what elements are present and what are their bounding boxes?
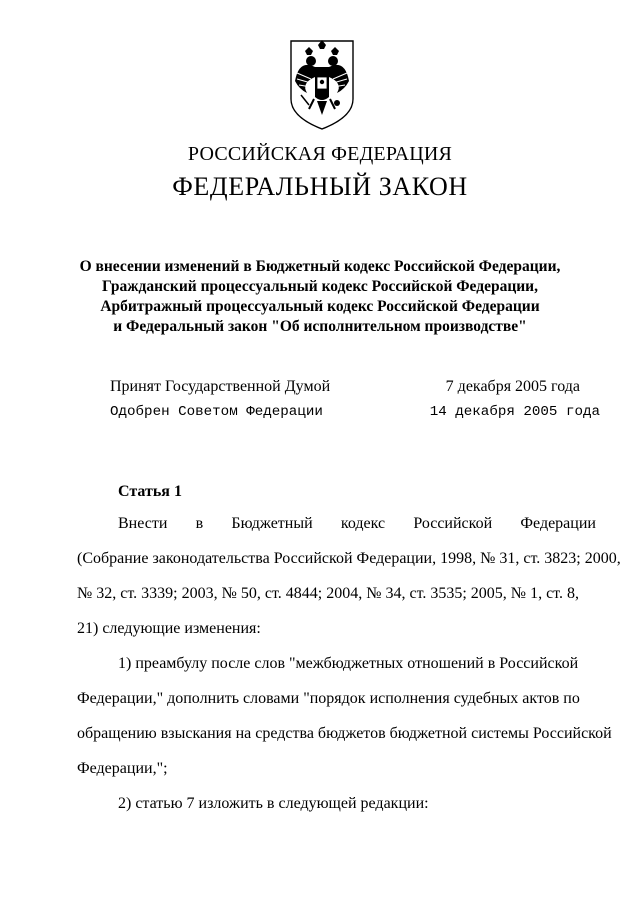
council-approval-label: Одобрен Советом Федерации (110, 404, 323, 420)
article-heading: Статья 1 (118, 483, 182, 500)
article-text-line: 21) следующие изменения: (77, 620, 261, 637)
law-title-line: и Федеральный закон "Об исполнительном производстве" (113, 318, 527, 335)
article-intro-line (118, 515, 596, 533)
law-title-line: Арбитражный процессуальный кодекс Российской Федерации (100, 298, 540, 315)
intro-word: кодекс (340, 515, 386, 532)
law-title-line: О внесении изменений в Бюджетный кодекс Российской Федерации, (79, 258, 561, 275)
duma-adoption-label: Принят Государственной Думой (110, 378, 331, 395)
country-heading: РОССИЙСКАЯ ФЕДЕРАЦИЯ (187, 143, 453, 165)
item1-text-line: Федерации,"; (77, 760, 168, 777)
article-text-line: № 32, ст. 3339; 2003, № 50, ст. 4844; 2004, № 34, ст. 3535; 2005, № 1, ст. 8, (77, 585, 579, 602)
item1-text-line: обращению взыскания на средства бюджетов бюджетной системы Российской (77, 725, 612, 742)
council-approval-date: 14 декабря 2005 года (429, 404, 600, 420)
intro-word: Внести (118, 515, 168, 532)
item2-text-line: 2) статью 7 изложить в следующей редакции: (118, 795, 429, 812)
duma-adoption-date: 7 декабря 2005 года (445, 378, 580, 395)
article-text-line: (Собрание законодательства Российской Федерации, 1998, № 31, ст. 3823; 2000, (77, 550, 621, 567)
intro-word: Российской (413, 515, 493, 532)
item1-text-line: 1) преамбулу после слов "межбюджетных отношений в Российской (118, 655, 579, 672)
intro-word: Федерации (520, 515, 596, 532)
item1-text-line: Федерации," дополнить словами "порядок исполнения судебных актов по (77, 690, 580, 707)
law-type-heading: ФЕДЕРАЛЬНЫЙ ЗАКОН (172, 172, 468, 201)
coat-of-arms-icon (287, 37, 357, 132)
intro-word: в (195, 515, 204, 532)
law-title-line: Гражданский процессуальный кодекс Российской Федерации, (102, 278, 538, 295)
intro-word: Бюджетный (231, 515, 313, 532)
law-title (0, 257, 640, 337)
